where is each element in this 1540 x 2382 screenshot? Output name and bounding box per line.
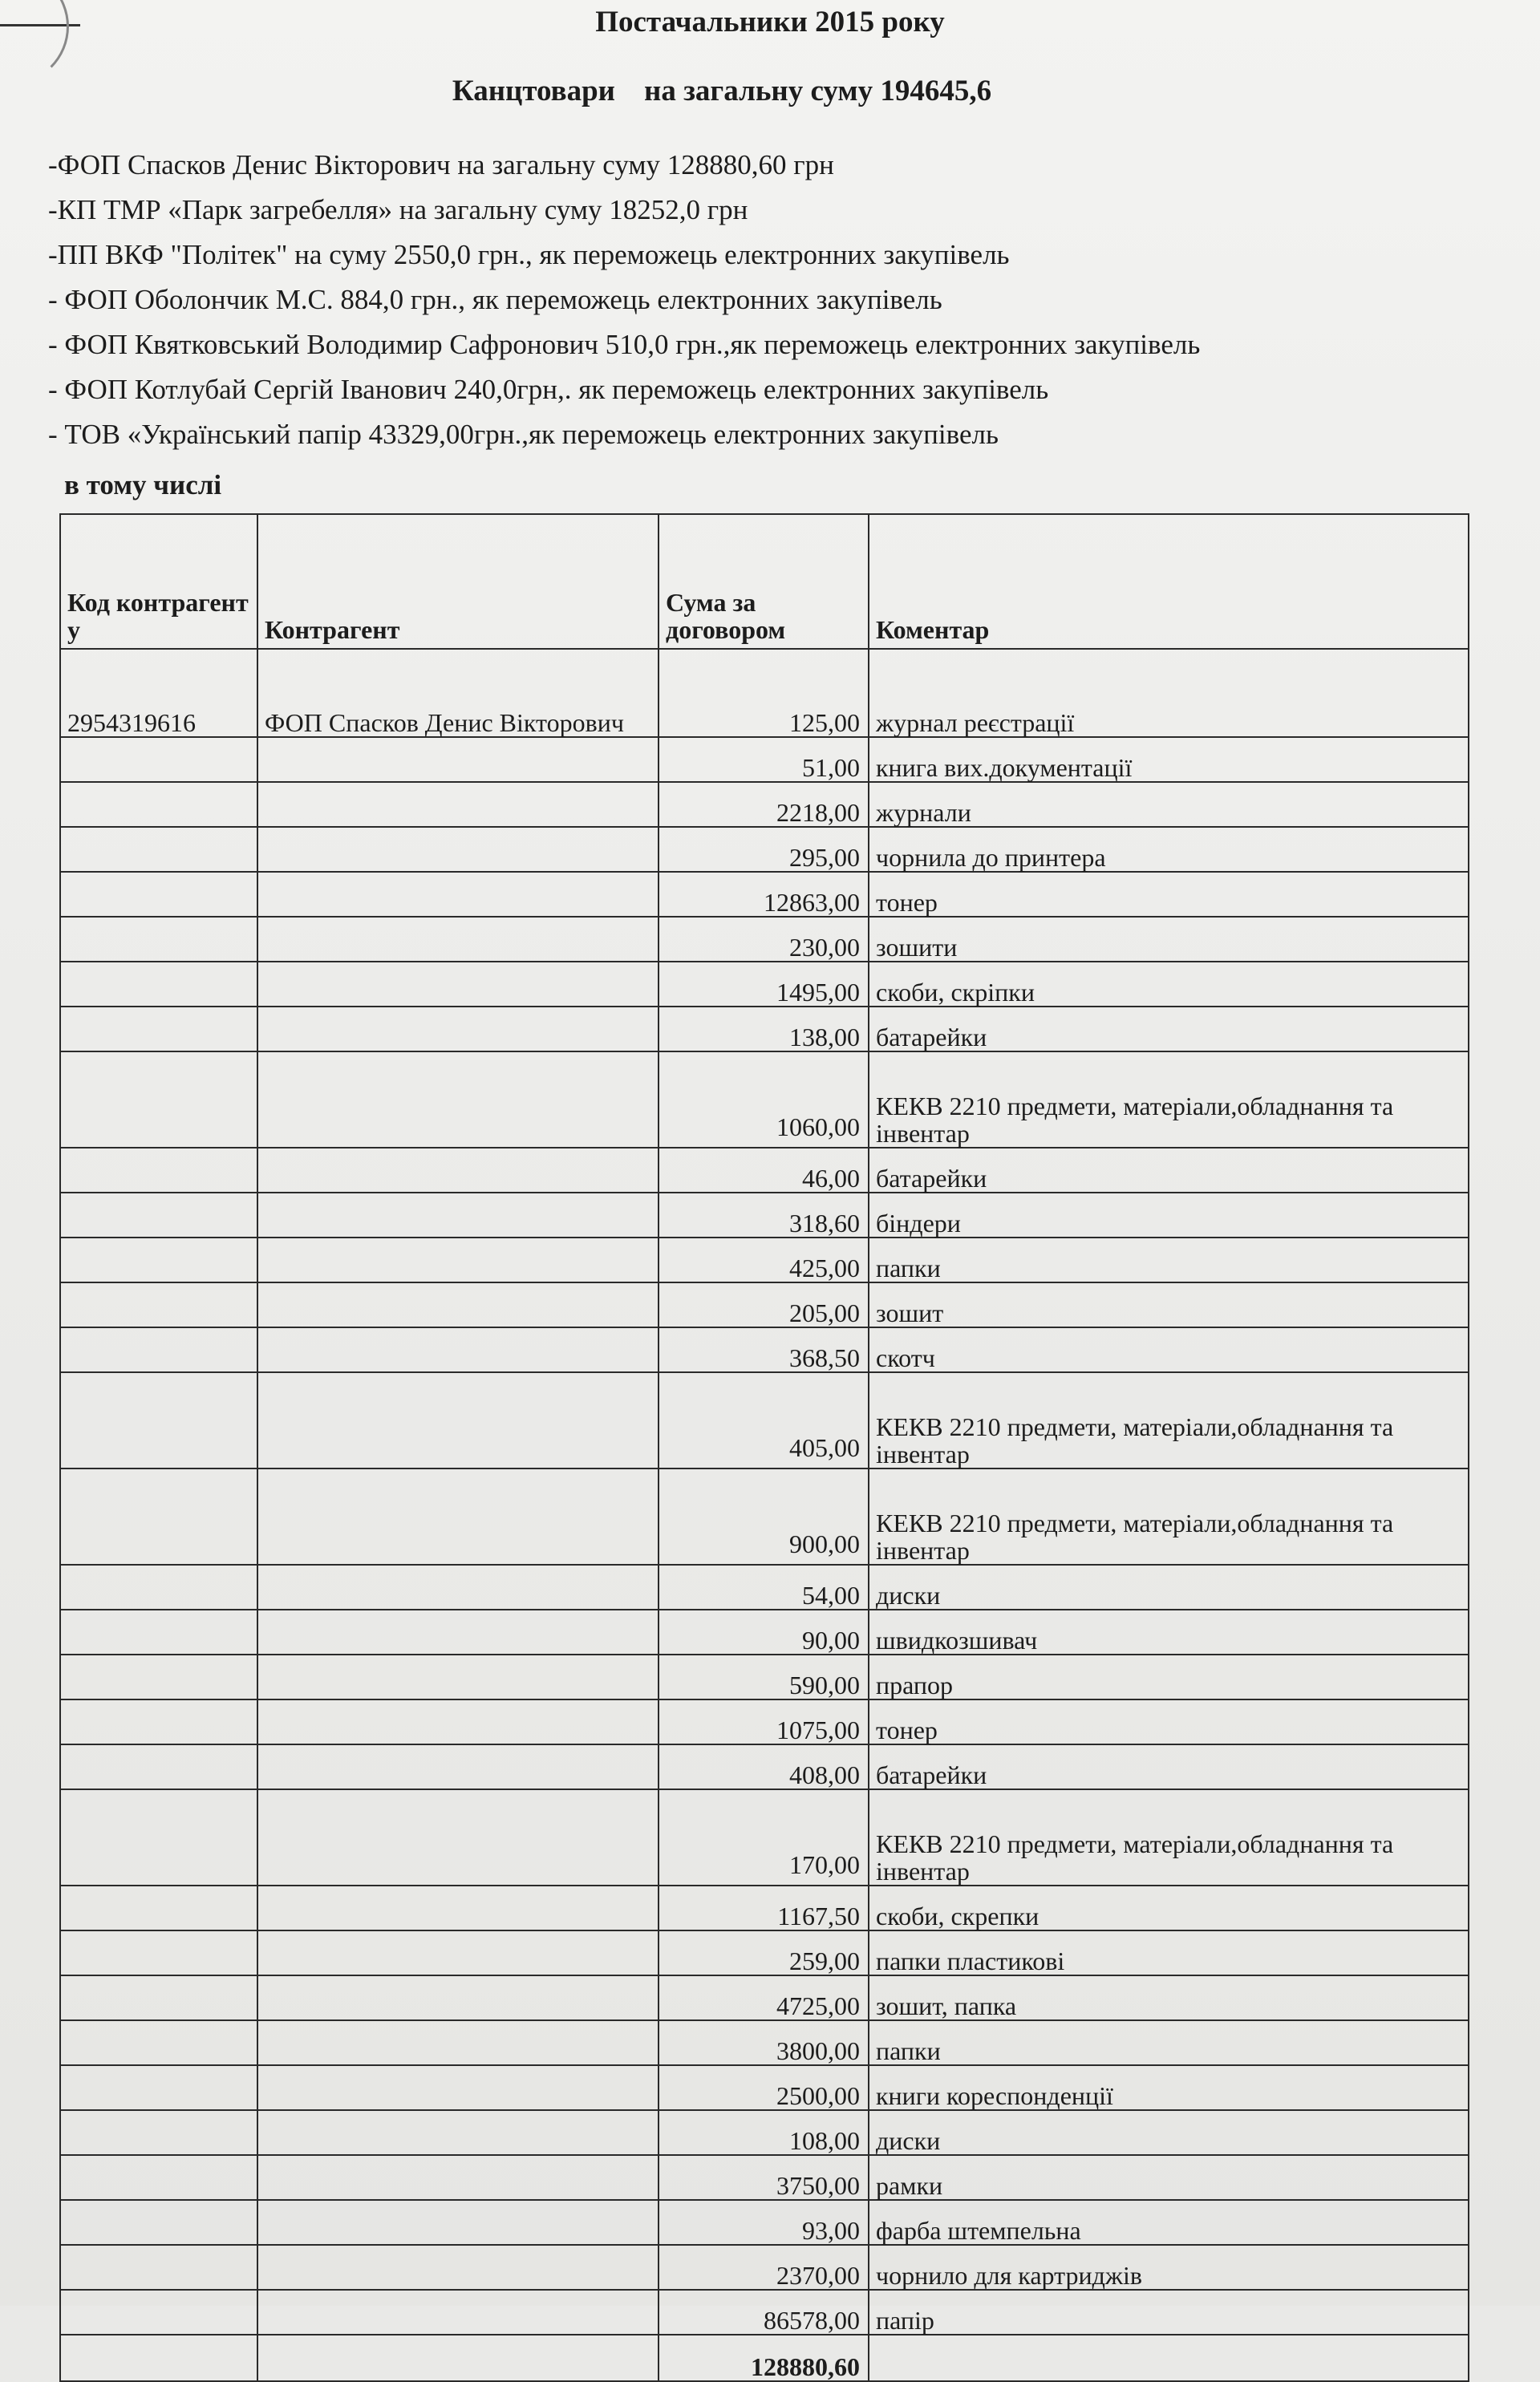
cell-counterparty (257, 1051, 659, 1148)
table-row (60, 1744, 1469, 1789)
supplier-list (48, 143, 1492, 457)
cell-amount: 54,00 (659, 1565, 869, 1610)
cell-code (60, 1699, 257, 1744)
cell-counterparty (257, 1565, 659, 1610)
cell-counterparty (257, 1372, 659, 1468)
cell-counterparty (257, 872, 659, 917)
cell-code (60, 782, 257, 827)
document-title: Постачальники 2015 року (595, 6, 945, 38)
table-row (60, 2200, 1469, 2245)
cell-code (60, 1886, 257, 1930)
cell-comment: зошит (869, 1282, 1469, 1327)
supplier-line: -ПП ВКФ "Політек" на суму 2550,0 грн., як переможець електронних закупівель (48, 239, 1010, 270)
cell-amount: 590,00 (659, 1655, 869, 1699)
cell-counterparty (257, 2335, 659, 2381)
cell-comment: батарейки (869, 1148, 1469, 1193)
cell-code (60, 1238, 257, 1282)
cell-code (60, 2335, 257, 2381)
cell-code (60, 2020, 257, 2065)
cell-comment: папір (869, 2290, 1469, 2335)
table-row (60, 782, 1469, 827)
supplier-line: - ТОВ «Український папір 43329,00грн.,як переможець електронних закупівель (48, 419, 999, 450)
cell-comment: папки пластикові (869, 1930, 1469, 1975)
cell-code (60, 2290, 257, 2335)
cell-amount: 318,60 (659, 1193, 869, 1238)
cell-code (60, 1148, 257, 1193)
table-row (60, 2155, 1469, 2200)
cell-counterparty (257, 2110, 659, 2155)
table-row (60, 1327, 1469, 1372)
cell-counterparty (257, 737, 659, 782)
cell-counterparty (257, 962, 659, 1007)
cell-comment: рамки (869, 2155, 1469, 2200)
header-comment: Коментар (869, 514, 1469, 649)
cell-comment: КЕКВ 2210 предмети, матеріали,обладнання та інвентар (869, 1468, 1469, 1565)
cell-code (60, 2245, 257, 2290)
cell-code (60, 962, 257, 1007)
cell-code: 2954319616 (60, 649, 257, 737)
cell-amount: 51,00 (659, 737, 869, 782)
cell-comment: диски (869, 2110, 1469, 2155)
cell-comment: скотч (869, 1327, 1469, 1372)
cell-amount: 46,00 (659, 1148, 869, 1193)
cell-comment (869, 2335, 1469, 2381)
cell-counterparty: ФОП Спасков Денис Вікторович (257, 649, 659, 737)
cell-amount: 295,00 (659, 827, 869, 872)
cell-code (60, 1975, 257, 2020)
cell-code (60, 1327, 257, 1372)
cell-comment: батарейки (869, 1007, 1469, 1051)
including-label: в тому числі (64, 469, 222, 500)
table-row (60, 962, 1469, 1007)
cell-code (60, 1655, 257, 1699)
cell-amount: 1167,50 (659, 1886, 869, 1930)
cell-comment: тонер (869, 1699, 1469, 1744)
cell-counterparty (257, 2200, 659, 2245)
cell-amount: 138,00 (659, 1007, 869, 1051)
table-row (60, 1789, 1469, 1886)
table-row (60, 1565, 1469, 1610)
table-row (60, 737, 1469, 782)
cell-amount: 86578,00 (659, 2290, 869, 2335)
contracts-table (59, 513, 1469, 2382)
table-row (60, 2290, 1469, 2335)
table-row (60, 2020, 1469, 2065)
cell-comment: прапор (869, 1655, 1469, 1699)
cell-counterparty (257, 1610, 659, 1655)
cell-amount: 900,00 (659, 1468, 869, 1565)
cell-comment: скоби, скріпки (869, 962, 1469, 1007)
table-header-row (60, 514, 1469, 649)
cell-counterparty (257, 2065, 659, 2110)
cell-comment: батарейки (869, 1744, 1469, 1789)
cell-amount: 259,00 (659, 1930, 869, 1975)
cell-amount: 93,00 (659, 2200, 869, 2245)
cell-comment: папки (869, 1238, 1469, 1282)
table-row (60, 2245, 1469, 2290)
cell-code (60, 872, 257, 917)
cell-amount: 368,50 (659, 1327, 869, 1372)
cell-counterparty (257, 1238, 659, 1282)
cell-comment: книги кореспонденції (869, 2065, 1469, 2110)
table-row (60, 1699, 1469, 1744)
cell-counterparty (257, 1655, 659, 1699)
cell-amount: 1495,00 (659, 962, 869, 1007)
supplier-line: - ФОП Котлубай Сергій Іванович 240,0грн,. як переможець електронних закупівель (48, 374, 1049, 405)
cell-counterparty (257, 1789, 659, 1886)
table-row (60, 1193, 1469, 1238)
cell-code (60, 1789, 257, 1886)
table-total-row (60, 2335, 1469, 2381)
supplier-line: -КП ТМР «Парк загребелля» на загальну суму 18252,0 грн (48, 194, 748, 225)
cell-code (60, 2200, 257, 2245)
cell-amount: 3750,00 (659, 2155, 869, 2200)
table-row (60, 1238, 1469, 1282)
subtitle-category: Канцтовари (452, 75, 615, 107)
cell-amount: 125,00 (659, 649, 869, 737)
cell-code (60, 1372, 257, 1468)
cell-counterparty (257, 1468, 659, 1565)
cell-comment: папки (869, 2020, 1469, 2065)
cell-code (60, 1007, 257, 1051)
cell-code (60, 2155, 257, 2200)
cell-comment: диски (869, 1565, 1469, 1610)
cell-code (60, 737, 257, 782)
cell-counterparty (257, 1699, 659, 1744)
cell-code (60, 1744, 257, 1789)
supplier-line: - ФОП Квятковський Володимир Сафронович 510,0 грн.,як переможець електронних закупівель (48, 329, 1201, 360)
header-counterparty: Контрагент (257, 514, 659, 649)
table-row (60, 1610, 1469, 1655)
cell-comment: журнали (869, 782, 1469, 827)
cell-amount: 205,00 (659, 1282, 869, 1327)
document-subtitle (0, 74, 1492, 108)
table-row (60, 1655, 1469, 1699)
cell-code (60, 2065, 257, 2110)
table-row (60, 2110, 1469, 2155)
cell-code (60, 1930, 257, 1975)
cell-comment: зошити (869, 917, 1469, 962)
cell-amount: 3800,00 (659, 2020, 869, 2065)
header-amount: Сума за договором (659, 514, 869, 649)
supplier-line: -ФОП Спасков Денис Вікторович на загальну суму 128880,60 грн (48, 149, 834, 180)
cell-comment: швидкозшивач (869, 1610, 1469, 1655)
table-row (60, 1468, 1469, 1565)
cell-amount: 170,00 (659, 1789, 869, 1886)
cell-total-amount: 128880,60 (659, 2335, 869, 2381)
cell-amount: 108,00 (659, 2110, 869, 2155)
cell-code (60, 917, 257, 962)
header-code: Код контрагент у (60, 514, 257, 649)
cell-code (60, 1282, 257, 1327)
cell-counterparty (257, 1975, 659, 2020)
cell-amount: 230,00 (659, 917, 869, 962)
cell-counterparty (257, 2020, 659, 2065)
cell-comment: журнал реєстрації (869, 649, 1469, 737)
cell-counterparty (257, 1148, 659, 1193)
cell-amount: 2370,00 (659, 2245, 869, 2290)
table-row (60, 1886, 1469, 1930)
cell-code (60, 1193, 257, 1238)
table-row (60, 2065, 1469, 2110)
cell-comment: фарба штемпельна (869, 2200, 1469, 2245)
cell-code (60, 1565, 257, 1610)
cell-counterparty (257, 2245, 659, 2290)
cell-counterparty (257, 782, 659, 827)
cell-counterparty (257, 1282, 659, 1327)
subtitle-total: на загальну суму 194645,6 (644, 75, 992, 107)
table-row (60, 649, 1469, 737)
table-row (60, 917, 1469, 962)
cell-comment: КЕКВ 2210 предмети, матеріали,обладнання та інвентар (869, 1789, 1469, 1886)
table-row (60, 1975, 1469, 2020)
cell-amount: 1060,00 (659, 1051, 869, 1148)
cell-counterparty (257, 1327, 659, 1372)
cell-counterparty (257, 1007, 659, 1051)
cell-counterparty (257, 827, 659, 872)
cell-comment: біндери (869, 1193, 1469, 1238)
table-row (60, 1372, 1469, 1468)
table-row (60, 1051, 1469, 1148)
cell-comment: КЕКВ 2210 предмети, матеріали,обладнання та інвентар (869, 1372, 1469, 1468)
cell-counterparty (257, 1886, 659, 1930)
cell-code (60, 2110, 257, 2155)
cell-amount: 2500,00 (659, 2065, 869, 2110)
table-row (60, 1148, 1469, 1193)
cell-code (60, 1051, 257, 1148)
cell-counterparty (257, 1193, 659, 1238)
cell-comment: зошит, папка (869, 1975, 1469, 2020)
cell-amount: 4725,00 (659, 1975, 869, 2020)
cell-amount: 90,00 (659, 1610, 869, 1655)
table-row (60, 1007, 1469, 1051)
cell-comment: КЕКВ 2210 предмети, матеріали,обладнання та інвентар (869, 1051, 1469, 1148)
supplier-line: - ФОП Оболончик М.С. 884,0 грн., як переможець електронних закупівель (48, 284, 942, 315)
cell-counterparty (257, 1744, 659, 1789)
cell-amount: 12863,00 (659, 872, 869, 917)
cell-amount: 425,00 (659, 1238, 869, 1282)
cell-code (60, 1468, 257, 1565)
cell-counterparty (257, 1930, 659, 1975)
cell-code (60, 1610, 257, 1655)
cell-counterparty (257, 2155, 659, 2200)
cell-comment: книга вих.документації (869, 737, 1469, 782)
cell-comment: скоби, скрепки (869, 1886, 1469, 1930)
cell-amount: 408,00 (659, 1744, 869, 1789)
table-row (60, 872, 1469, 917)
cell-amount: 405,00 (659, 1372, 869, 1468)
cell-code (60, 827, 257, 872)
cell-amount: 1075,00 (659, 1699, 869, 1744)
table-row (60, 1930, 1469, 1975)
cell-amount: 2218,00 (659, 782, 869, 827)
cell-comment: чорнило для картриджів (869, 2245, 1469, 2290)
table-row (60, 1282, 1469, 1327)
table-row (60, 827, 1469, 872)
cell-counterparty (257, 917, 659, 962)
cell-comment: тонер (869, 872, 1469, 917)
cell-comment: чорнила до принтера (869, 827, 1469, 872)
cell-counterparty (257, 2290, 659, 2335)
